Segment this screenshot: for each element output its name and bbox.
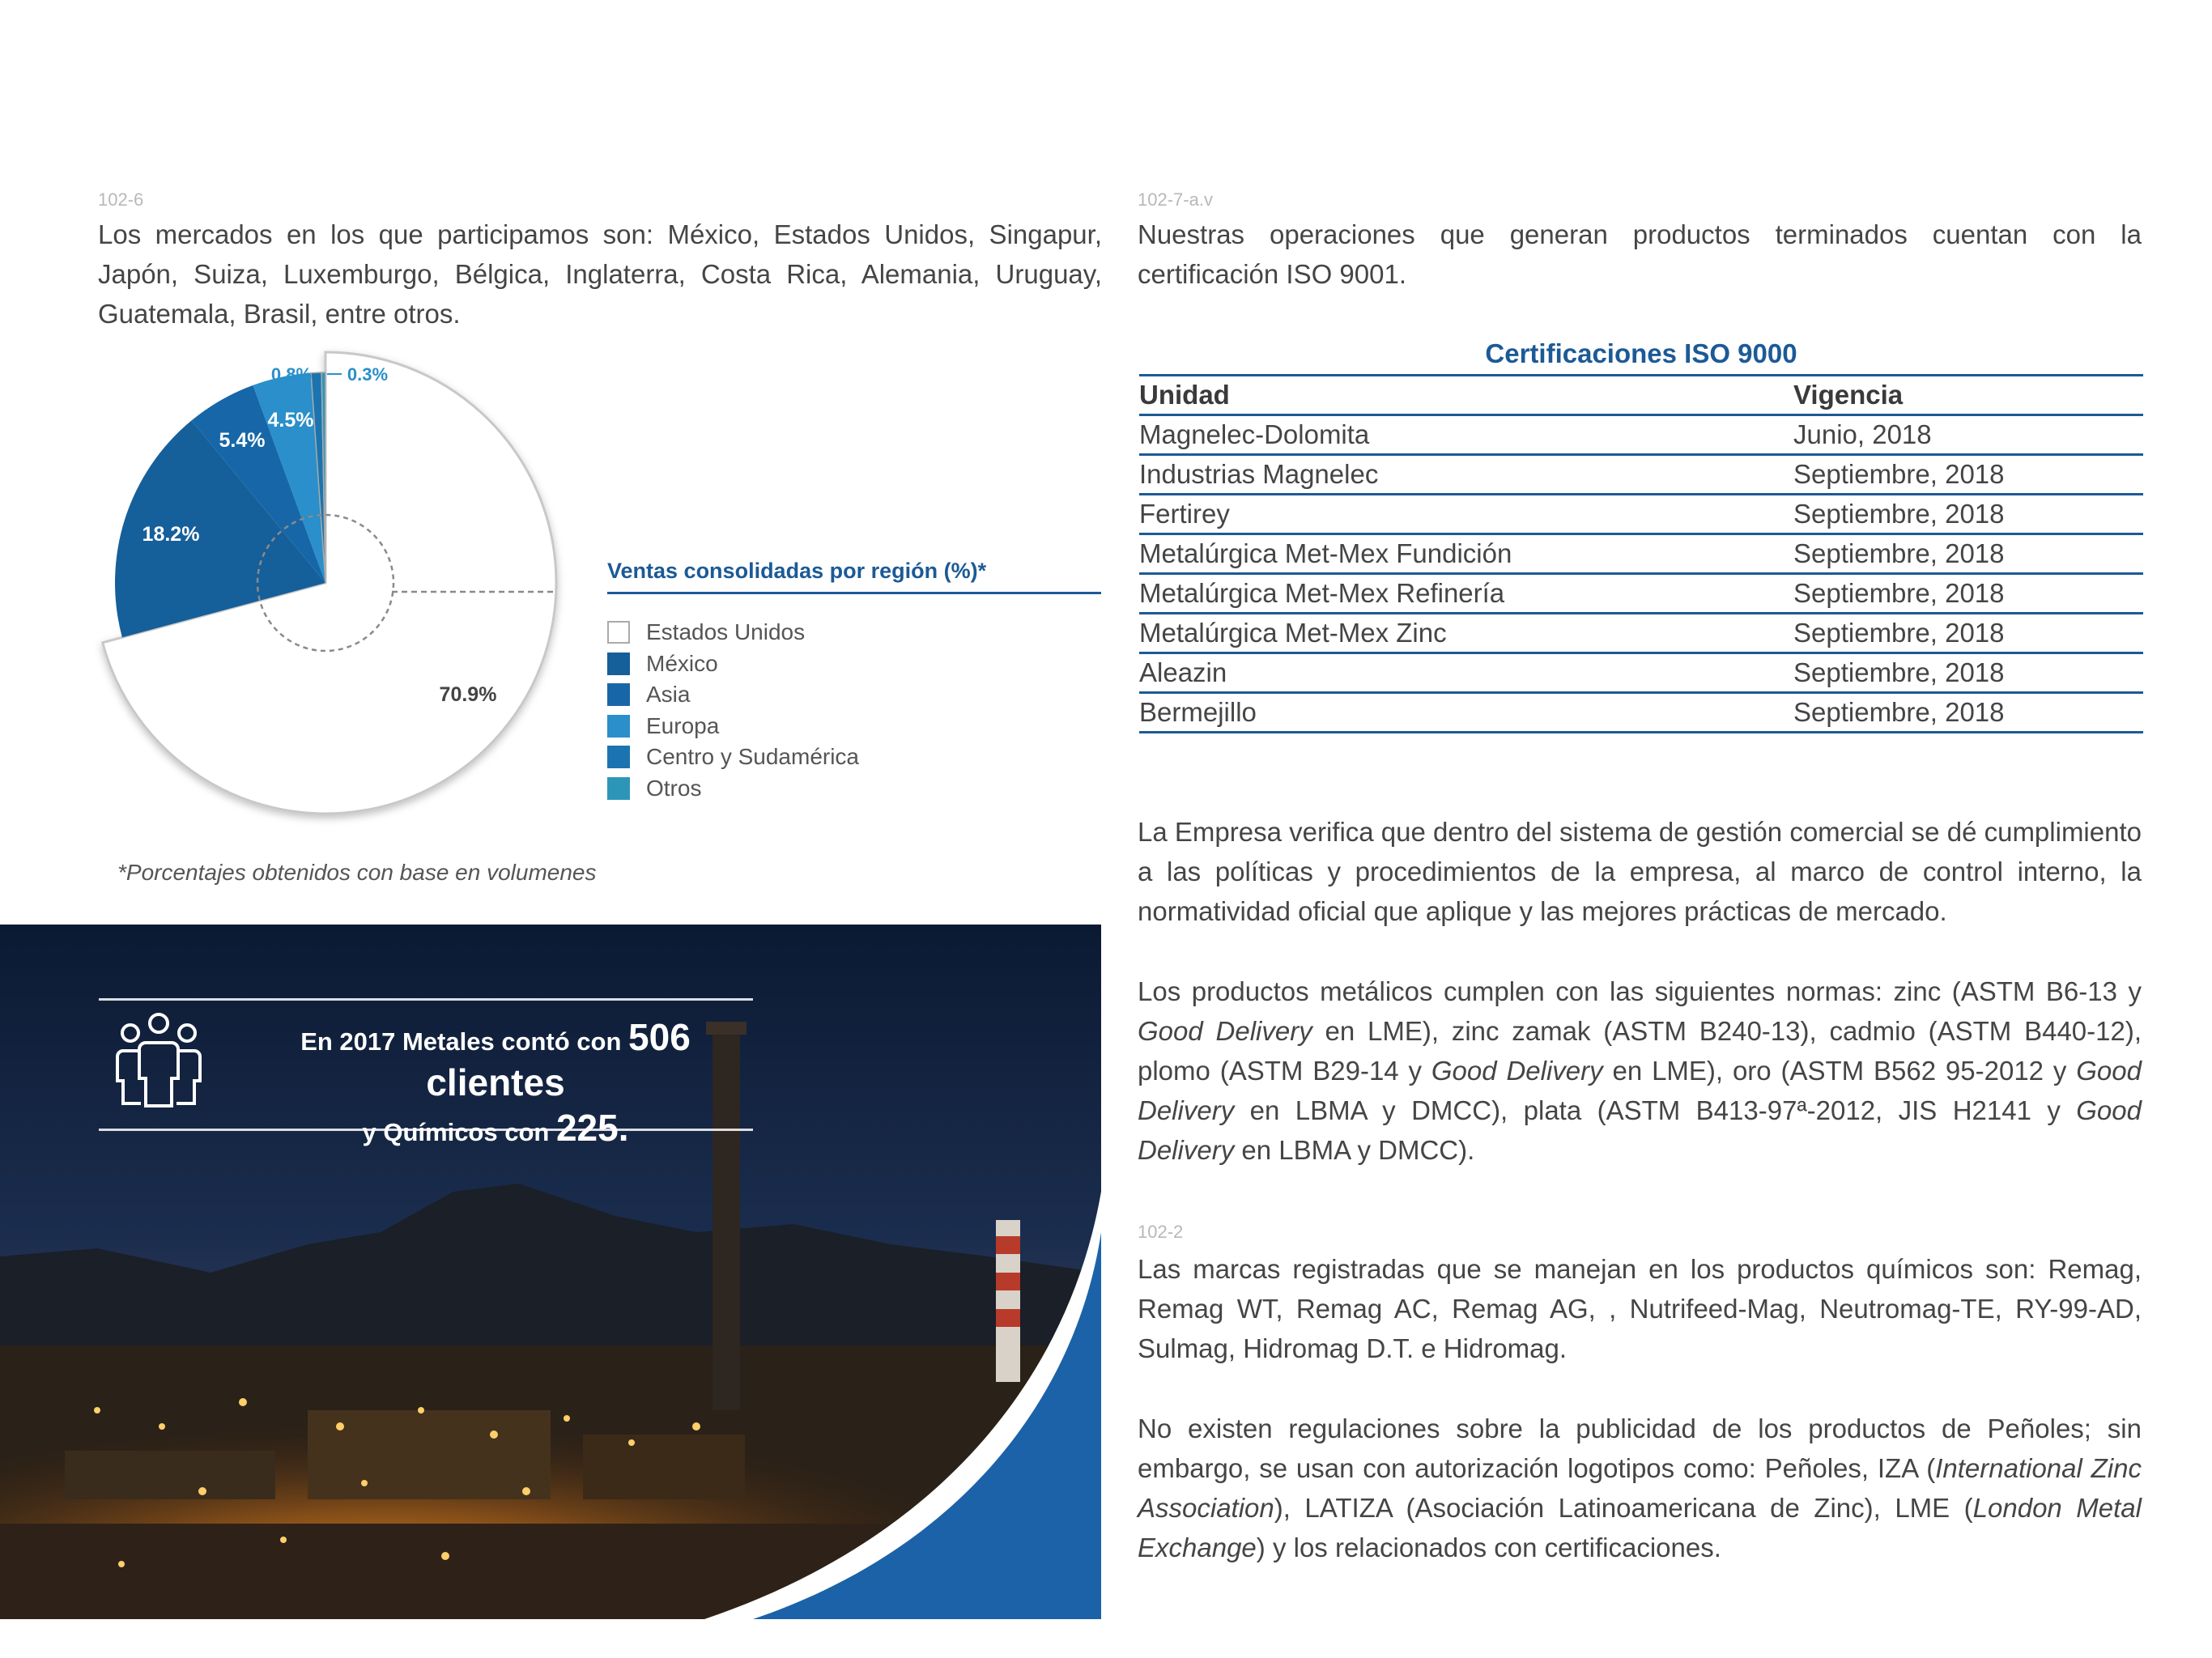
chart-legend: [607, 559, 1101, 804]
advertising-paragraph: [1138, 1409, 2142, 1567]
legend-label: Estados Unidos: [646, 619, 806, 645]
ads-italic-term: International Zinc Association: [1138, 1453, 2142, 1523]
cell-vigencia: Septiembre, 2018: [1793, 455, 2143, 495]
cell-unidad: Metalúrgica Met-Mex Fundición: [1139, 534, 1793, 574]
cell-unidad: Metalúrgica Met-Mex Zinc: [1139, 614, 1793, 653]
gri-tag-102-2: 102-2: [1138, 1222, 1184, 1242]
cell-vigencia: Junio, 2018: [1793, 415, 2143, 455]
cell-vigencia: Septiembre, 2018: [1793, 534, 2143, 574]
pie-label-otros: 0.3%: [347, 364, 389, 385]
good-delivery-term: Good Delivery: [1138, 1095, 2142, 1165]
callout-number-quimicos: 225.: [555, 1107, 629, 1149]
clients-callout: [99, 998, 753, 1149]
legend-label: Asia: [646, 682, 691, 708]
good-delivery-term: Good Delivery: [1138, 1056, 2142, 1125]
brands-paragraph: Las marcas registradas que se manejan en los productos químicos son: Remag, Remag WT, Remag AC, Remag AG, , Nutrifeed-Mag, Neutromag-TE, RY-99-AD, Sulmag, Hidromag D.T. e Hidromag.: [1138, 1254, 2142, 1363]
legend-item-otros: [607, 773, 1101, 805]
gri-tag-102-7: 102-7-a.v: [1138, 189, 1213, 210]
legend-swatch: [607, 621, 630, 644]
norms-text: Los productos metálicos cumplen con las siguientes normas: zinc (ASTM B6-13 y: [1138, 976, 2142, 1006]
column-header-vigencia: Vigencia: [1793, 376, 2143, 415]
legend-item-europa: [607, 711, 1101, 742]
legend-swatch: [607, 653, 630, 675]
cell-unidad: Fertirey: [1139, 495, 1793, 534]
people-icon: [113, 1010, 204, 1112]
legend-swatch: [607, 683, 630, 706]
pie-label-asia: 5.4%: [219, 429, 266, 452]
legend-item-estados-unidos: [607, 617, 1101, 648]
metal-norms-paragraph: [1138, 971, 2142, 1170]
callout-text: [236, 1017, 755, 1153]
chart-footnote: *Porcentajes obtenidos con base en volumenes: [117, 860, 597, 885]
table: [1139, 376, 2143, 733]
legend-list: [607, 617, 1101, 804]
pie-label-mexico: 18.2%: [142, 523, 200, 546]
table-header-row: [1139, 376, 2143, 415]
ads-text: ), LATIZA (Asociación Latinoamericana de Zinc), LME (: [1274, 1493, 1973, 1523]
legend-swatch: [607, 746, 630, 768]
legend-label: México: [646, 650, 718, 676]
table-row: [1139, 415, 2143, 455]
legend-label: Otros: [646, 775, 702, 801]
legend-swatch: [607, 777, 630, 800]
cell-unidad: Metalúrgica Met-Mex Refinería: [1139, 574, 1793, 614]
markets-paragraph: Los mercados en los que participamos son: México, Estados Unidos, Singapur, Japón, Suiza, Luxemburgo, Bélgica, Inglaterra, Costa Rica, Alemania, Uruguay, Guatemala, Brasil, entre otros.: [98, 219, 1102, 329]
ads-text: ) y los relacionados con certificaciones.: [1256, 1533, 1721, 1562]
legend-item-mexico: [607, 648, 1101, 680]
pie-label-estados-unidos: 70.9%: [439, 683, 497, 706]
norms-text: en LME), zinc zamak (ASTM B240-13), cadmio (ASTM B440-12), plomo (ASTM B29-14 y: [1138, 1016, 2142, 1086]
cell-unidad: Industrias Magnelec: [1139, 455, 1793, 495]
good-delivery-term: Good Delivery: [1138, 1016, 1312, 1046]
column-header-unidad: Unidad: [1139, 376, 1793, 415]
table-title: Certificaciones ISO 9000: [1139, 338, 2143, 376]
cell-vigencia: Septiembre, 2018: [1793, 495, 2143, 534]
norms-text: en LBMA y DMCC), plata (ASTM B413-97ª-2012, JIS H2141 y: [1234, 1095, 2077, 1125]
table-row: [1139, 653, 2143, 693]
table-row: [1139, 534, 2143, 574]
table-row: [1139, 693, 2143, 733]
table-row: [1139, 455, 2143, 495]
iso-certifications-table: [1139, 338, 2143, 733]
cell-vigencia: Septiembre, 2018: [1793, 653, 2143, 693]
table-row: [1139, 495, 2143, 534]
cell-vigencia: Septiembre, 2018: [1793, 574, 2143, 614]
table-row: [1139, 614, 2143, 653]
legend-label: Centro y Sudamérica: [646, 744, 860, 770]
legend-swatch: [607, 715, 630, 738]
ads-italic-term: London Metal Exchange: [1138, 1493, 2142, 1562]
norms-text: en LBMA y DMCC).: [1234, 1135, 1475, 1165]
chart-title: Ventas consolidadas por región (%)*: [607, 559, 1101, 594]
legend-item-centro-sudamerica: [607, 742, 1101, 773]
ads-text: No existen regulaciones sobre la publicidad de los productos de Peñoles; sin embargo, se usan con autorización logotipos como: Peñoles, IZA (: [1138, 1414, 2142, 1483]
table-row: [1139, 574, 2143, 614]
cell-unidad: Magnelec-Dolomita: [1139, 415, 1793, 455]
legend-item-asia: [607, 679, 1101, 711]
callout-number-metales: 506 clientes: [426, 1016, 691, 1103]
pie-label-europa: 4.5%: [267, 409, 314, 432]
callout-text-a: En 2017 Metales contó con: [300, 1027, 629, 1056]
regional-sales-pie-chart: [81, 340, 599, 834]
verification-paragraph: La Empresa verifica que dentro del sistema de gestión comercial se dé cumplimiento a las políticas y procedimientos de la empresa, al marco de control interno, la normatividad oficial que aplique y las mejores prácticas de mercado.: [1138, 817, 2142, 926]
pie-label-centro-sudamerica: 0.8%: [270, 364, 313, 385]
good-delivery-term: Good Delivery: [1431, 1056, 1603, 1086]
cell-vigencia: Septiembre, 2018: [1793, 693, 2143, 733]
gri-tag-102-6: 102-6: [98, 189, 144, 210]
norms-text: en LME), oro (ASTM B562 95-2012 y: [1602, 1056, 2077, 1086]
cell-unidad: Aleazin: [1139, 653, 1793, 693]
legend-label: Europa: [646, 712, 720, 738]
cell-vigencia: Septiembre, 2018: [1793, 614, 2143, 653]
cell-unidad: Bermejillo: [1139, 693, 1793, 733]
callout-text-b: y Químicos con: [362, 1118, 556, 1146]
iso-intro-paragraph: Nuestras operaciones que generan productos terminados cuentan con la certificación ISO 9001.: [1138, 219, 2142, 289]
